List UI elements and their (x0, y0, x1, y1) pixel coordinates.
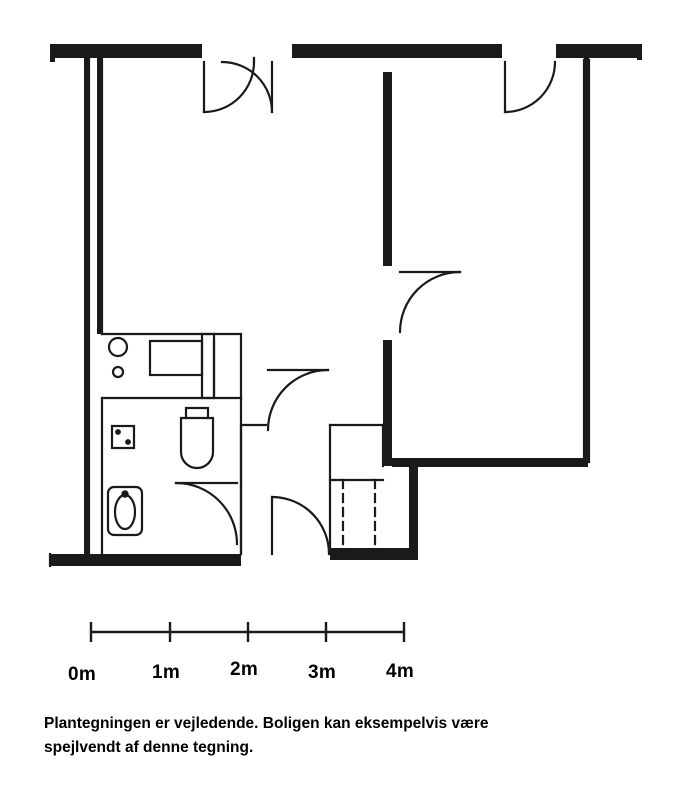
door-arc-room-right (505, 62, 555, 112)
bath-fixtures (108, 408, 213, 535)
scale-label-0m: 0m (68, 664, 97, 685)
counter-edge (202, 334, 214, 398)
closet-dashed-lines (343, 480, 375, 548)
walls-interior (50, 334, 383, 566)
scale-label-4m: 4m (386, 661, 415, 682)
scale-bar (0, 612, 700, 692)
hob-burner-small (113, 367, 123, 377)
door-arc-hall (272, 497, 329, 554)
bathtub-drain (122, 491, 127, 496)
door-arc-stue (400, 272, 460, 332)
washer-icon (112, 426, 134, 448)
bathtub-inner (115, 495, 135, 529)
disclaimer-line-2: spejlvendt af denne tegning. (44, 739, 254, 757)
disclaimer-text (44, 712, 644, 760)
sink-basin (150, 341, 202, 375)
scale-label-2m: 2m (230, 659, 259, 680)
door-arc-kitchen (268, 370, 328, 430)
scale-label-3m: 3m (308, 662, 337, 683)
kitchen-fixtures (109, 334, 214, 398)
toilet-fixture (181, 418, 213, 468)
hob-burner-large (109, 338, 127, 356)
scale-label-1m: 1m (152, 662, 181, 683)
door-arc-bath-inner (176, 483, 237, 544)
disclaimer-line-1: Plantegningen er vejledende. Boligen kan eksempelvis være (44, 715, 489, 732)
